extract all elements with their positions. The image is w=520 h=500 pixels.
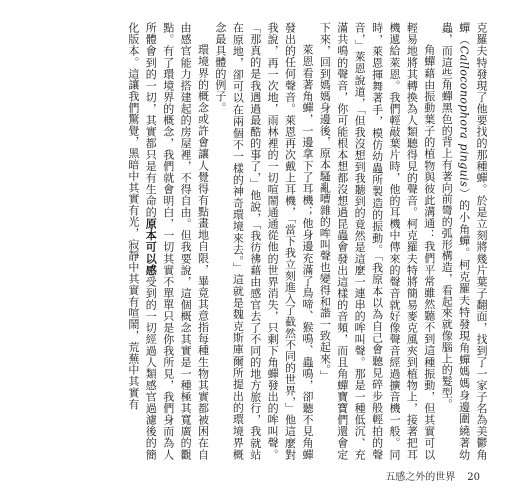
text-run: 受到的一切經過人類感官過濾後的簡化版本。這讓我們驚覺，黑暗中其實有光，寂靜中其實有喧鬧，荒蕪中其實有 (126, 22, 158, 460)
text-run: 克羅夫特發現了他要找的那種蟬。於是立刻將幾片葉子翻面，找到了一家子名為美鬱角蟬（ (457, 22, 488, 460)
running-head: 五感之外的世界 (385, 472, 456, 483)
species-latin-name: Calloconophora pinguis (457, 45, 471, 188)
text-run: 環境界的概念或許會讓人覺得有點畫地自限，畢竟其意指每種生物其實都被困在自由感官能力搭建起的房屋裡，不得自由。但我要說，這個概念其實是一種極其寬廣的觀點。有了環境界的概念，我們就會明白，一切其實不單單只是你我所見，我們身而為人所體會到的一切，其實都只是有生命的 (144, 22, 210, 460)
paragraph (212, 22, 316, 460)
paragraph (316, 22, 438, 460)
page-number: 20 (467, 472, 480, 483)
text-run: 萊恩看著角蟬，一邊拿下了耳機；他身邊充滿了鳥啼、猴鳴、蟲鳴，卻聽不見角蟬發出的任何聲音。萊恩再次戴上耳機，「當下我立刻進入了截然不同的世界，」他這麼對我說，再一次地，雨林裡的一切喧鬧通通從他的世界消失，只剩下角蟬發出的哞叫聲。「那真的是我遇過最酷的事了，」他說，「我彷彿藉由感官去了不同的地方旅行，我就站在原地，卻可以在兩個不一樣的神奇環境來去。」這就是魏克斯庫爾所提出的環境界概念最具體的例子。 (213, 22, 314, 460)
text-run: ）的小角蟬。柯克羅夫特發現角蟬媽媽身邊圍繞著幼蟲，而這些角蟬黑色的背上有著向前彎的弧形構造，看起來就像腦上的髮型。 (440, 22, 471, 460)
page-footer (373, 468, 480, 483)
vertical-text-body (30, 22, 490, 460)
text-run: 角蟬藉由振動葉子的植物與彼此溝通：我們平常雖然聽不到這種振動，但其實可以輕易地將其轉換為人類聽得見的聲音。柯克羅夫特將簡易麥克風夾到植物上，接著把耳機遞給萊恩。我們輕敲葉片時，他的耳機中傳來的聲音就好像聲音經過擴音機一般。同時，萊恩揮舞著手，模仿幼蟲所製造的振動。「我原本以為自己會聽見碎步般輕拍的聲音，」萊恩說道，「但我沒想到我聽到的竟然是這麼一連串的哞叫聲。那是一種低沉、充滿共鳴的聲音，你可能根本想都沒想過昆蟲會發出這樣的音頻，而且角蟬寶寶們還會定下來，回到媽媽身邊後，原本騷亂嘈雜的哞叫聲也變得和諧一致起來。」 (318, 22, 436, 460)
paragraph (438, 22, 490, 460)
paragraph (124, 22, 211, 460)
text-run: 原本可以感 (144, 218, 158, 276)
